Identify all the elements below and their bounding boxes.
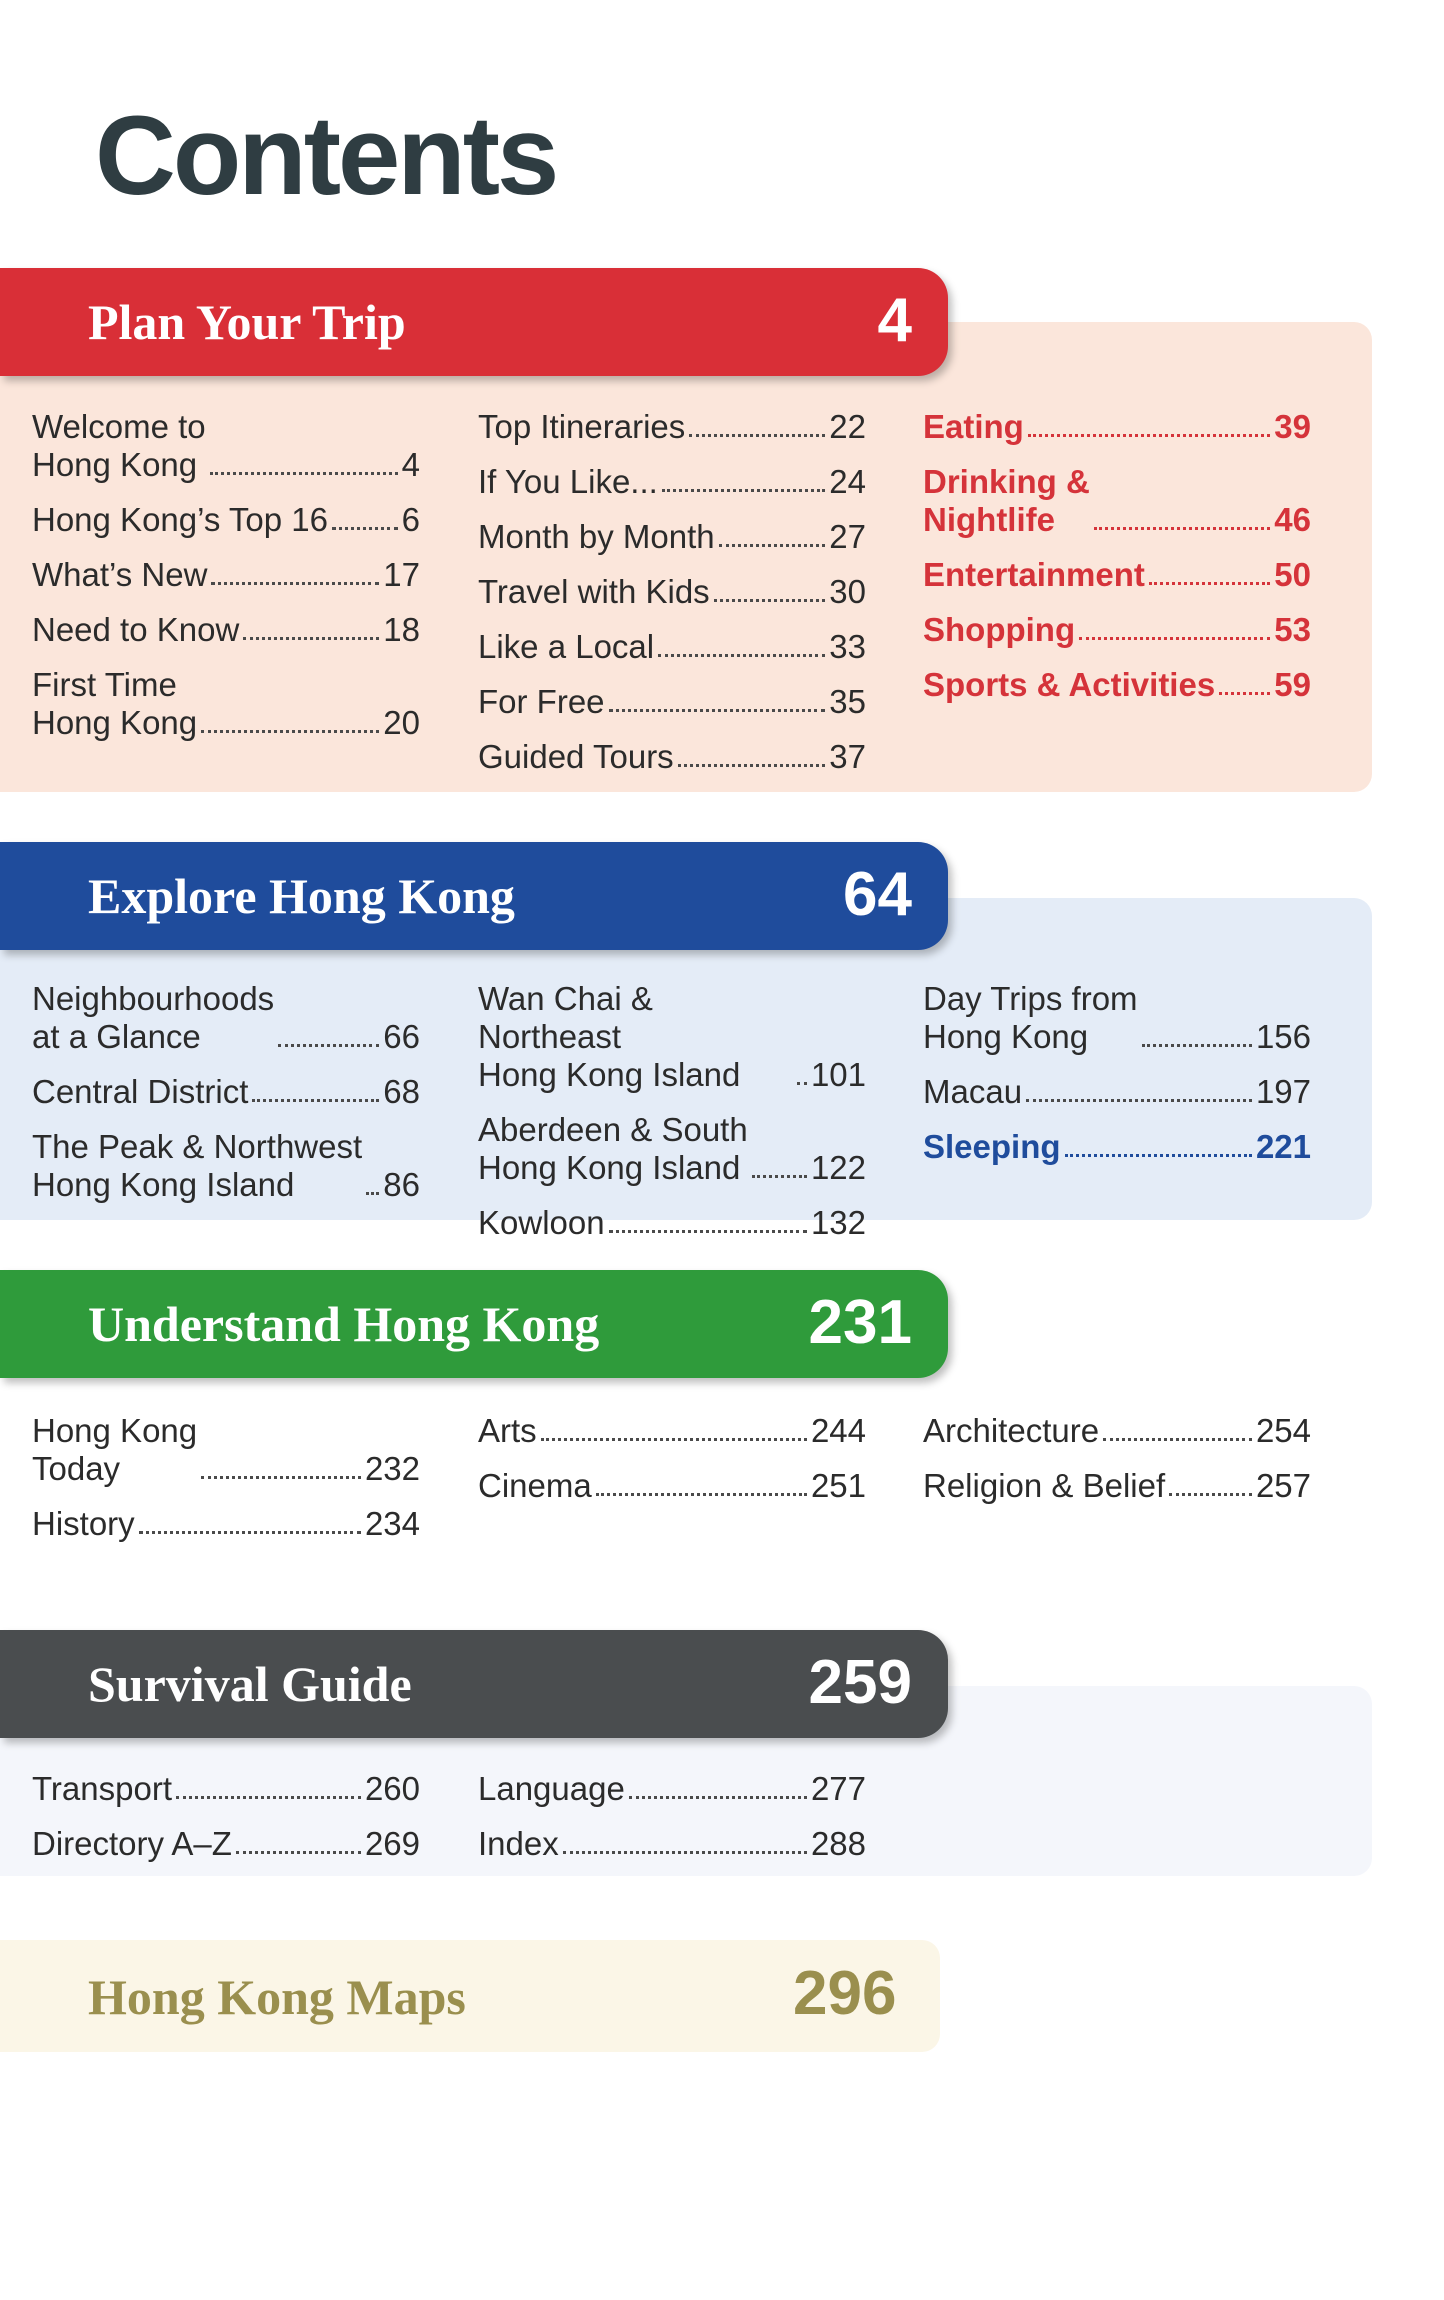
toc-entry-label: Index xyxy=(478,1825,559,1862)
toc-entry-page: 50 xyxy=(1274,556,1311,593)
toc-entry[interactable] xyxy=(32,980,420,1056)
toc-entry[interactable] xyxy=(32,1770,420,1808)
toc-entry[interactable] xyxy=(923,556,1311,594)
toc-entry-label: Architecture xyxy=(923,1412,1100,1449)
toc-entry-label: Directory A–Z xyxy=(32,1825,232,1862)
toc-entry-page: 288 xyxy=(810,1825,866,1862)
toc-entry-page: 197 xyxy=(1255,1073,1311,1110)
toc-entry-label: If You Like... xyxy=(478,463,658,500)
toc-entry[interactable] xyxy=(478,463,866,501)
toc-entry[interactable] xyxy=(32,408,420,484)
dot-leader xyxy=(689,434,825,437)
toc-entry-page: 27 xyxy=(829,518,866,555)
section-title: Explore Hong Kong xyxy=(88,868,515,924)
explore-column-1 xyxy=(32,980,420,1221)
dot-leader xyxy=(596,1493,807,1496)
toc-entry[interactable] xyxy=(478,1204,866,1242)
toc-entry[interactable] xyxy=(478,683,866,721)
toc-entry[interactable] xyxy=(32,1412,420,1488)
toc-entry-label: Neighbourhoods at a Glance xyxy=(32,980,275,1055)
dot-leader xyxy=(1169,1493,1252,1496)
section-title: Understand Hong Kong xyxy=(88,1296,600,1352)
toc-entry-page: 101 xyxy=(810,1056,866,1093)
toc-entry-label: Transport xyxy=(32,1770,172,1807)
toc-entry[interactable] xyxy=(923,1467,1311,1505)
toc-entry-label: Like a Local xyxy=(478,628,655,665)
dot-leader xyxy=(1079,637,1270,640)
dot-leader xyxy=(541,1438,807,1441)
dot-leader xyxy=(658,654,825,657)
dot-leader xyxy=(609,709,826,712)
toc-entry-page: 30 xyxy=(829,573,866,610)
toc-entry-label: Eating xyxy=(923,408,1024,445)
toc-entry-page: 232 xyxy=(364,1450,420,1487)
toc-entry-label: Sleeping xyxy=(923,1128,1061,1165)
dot-leader xyxy=(236,1851,361,1854)
toc-entry[interactable] xyxy=(478,1825,866,1863)
toc-entry[interactable] xyxy=(923,1412,1311,1450)
toc-entry-label: What’s New xyxy=(32,556,208,593)
toc-entry-page: 46 xyxy=(1274,501,1311,538)
toc-entry-page: 39 xyxy=(1274,408,1311,445)
toc-entry[interactable] xyxy=(478,518,866,556)
dot-leader xyxy=(1219,692,1270,695)
dot-leader xyxy=(1103,1438,1252,1441)
dot-leader xyxy=(201,1476,361,1479)
toc-entry-page: 33 xyxy=(829,628,866,665)
dot-leader xyxy=(629,1796,807,1799)
dot-leader xyxy=(366,1192,379,1195)
toc-entry-label: For Free xyxy=(478,683,605,720)
toc-entry-page: 234 xyxy=(364,1505,420,1542)
toc-entry[interactable] xyxy=(478,1467,866,1505)
dot-leader xyxy=(797,1082,807,1085)
toc-entry-page: 4 xyxy=(401,446,420,483)
toc-entry-page: 6 xyxy=(401,501,420,538)
plan-column-1 xyxy=(32,408,420,759)
toc-entry-label: Shopping xyxy=(923,611,1076,648)
understand-column-1 xyxy=(32,1412,420,1560)
dot-leader xyxy=(714,599,826,602)
toc-entry-page: 22 xyxy=(829,408,866,445)
toc-entry-page: 35 xyxy=(829,683,866,720)
section-page-number: 259 xyxy=(808,1648,912,1718)
toc-entry[interactable] xyxy=(32,666,420,742)
toc-entry-label: Wan Chai & Northeast Hong Kong Island xyxy=(478,980,741,1093)
toc-entry-label: Welcome to Hong Kong xyxy=(32,408,206,483)
toc-entry-page: 244 xyxy=(810,1412,866,1449)
dot-leader xyxy=(1026,1099,1252,1102)
toc-entry-label: Entertainment xyxy=(923,556,1145,593)
maps-title[interactable]: Hong Kong Maps xyxy=(88,1969,466,2025)
toc-entry-page: 17 xyxy=(383,556,420,593)
dot-leader xyxy=(719,544,826,547)
toc-entry[interactable] xyxy=(478,738,866,776)
toc-entry[interactable] xyxy=(478,1412,866,1450)
toc-entry-page: 53 xyxy=(1274,611,1311,648)
toc-entry-page: 156 xyxy=(1255,1018,1311,1055)
survival-column-2 xyxy=(478,1770,866,1880)
toc-entry[interactable] xyxy=(32,556,420,594)
understand-hong-kong-header[interactable] xyxy=(0,1270,948,1378)
toc-entry-page: 277 xyxy=(810,1770,866,1807)
toc-entry-label: Day Trips from Hong Kong xyxy=(923,980,1138,1055)
toc-entry[interactable] xyxy=(923,1073,1311,1111)
understand-column-2 xyxy=(478,1412,866,1522)
toc-entry-page: 20 xyxy=(383,704,420,741)
toc-entry[interactable] xyxy=(32,1505,420,1543)
maps-page-number: 296 xyxy=(793,1959,897,2028)
toc-entry-label: The Peak & Northwest Hong Kong Island xyxy=(32,1128,363,1203)
section-title: Plan Your Trip xyxy=(88,294,406,350)
toc-entry[interactable] xyxy=(478,408,866,446)
toc-entry[interactable] xyxy=(478,1111,866,1187)
toc-entry-page: 37 xyxy=(829,738,866,775)
toc-entry[interactable] xyxy=(923,1128,1311,1166)
toc-entry-page: 132 xyxy=(810,1204,866,1241)
explore-column-3 xyxy=(923,980,1311,1183)
survival-column-1 xyxy=(32,1770,420,1880)
dot-leader xyxy=(252,1099,379,1102)
dot-leader xyxy=(278,1044,379,1047)
toc-entry-label: Macau xyxy=(923,1073,1023,1110)
toc-entry[interactable] xyxy=(478,1770,866,1808)
dot-leader xyxy=(243,637,379,640)
plan-column-3 xyxy=(923,408,1311,721)
dot-leader xyxy=(332,527,398,530)
toc-entry-label: First Time Hong Kong xyxy=(32,666,198,741)
dot-leader xyxy=(1094,527,1270,530)
dot-leader xyxy=(662,489,825,492)
dot-leader xyxy=(678,764,826,767)
toc-entry[interactable] xyxy=(923,463,1311,539)
toc-entry[interactable] xyxy=(478,980,866,1094)
toc-entry-page: 68 xyxy=(383,1073,420,1110)
toc-entry-page: 254 xyxy=(1255,1412,1311,1449)
toc-entry-label: Need to Know xyxy=(32,611,240,648)
toc-entry-label: Cinema xyxy=(478,1467,592,1504)
page-title: Contents xyxy=(95,93,557,218)
section-page-number: 4 xyxy=(877,286,912,356)
toc-entry-page: 251 xyxy=(810,1467,866,1504)
toc-entry-label: Drinking & Nightlife xyxy=(923,463,1090,538)
toc-entry[interactable] xyxy=(32,501,420,539)
dot-leader xyxy=(176,1796,361,1799)
section-title: Survival Guide xyxy=(88,1656,412,1712)
toc-entry[interactable] xyxy=(32,1825,420,1863)
toc-entry-page: 257 xyxy=(1255,1467,1311,1504)
explore-hong-kong-header[interactable] xyxy=(0,842,948,950)
dot-leader xyxy=(1142,1044,1252,1047)
dot-leader xyxy=(1065,1154,1252,1157)
toc-entry-page: 221 xyxy=(1255,1128,1311,1165)
toc-entry[interactable] xyxy=(478,628,866,666)
toc-entry[interactable] xyxy=(32,611,420,649)
toc-entry-label: Hong Kong’s Top 16 xyxy=(32,501,329,538)
dot-leader xyxy=(211,582,379,585)
toc-entry-label: History xyxy=(32,1505,135,1542)
toc-entry[interactable] xyxy=(32,1128,420,1204)
toc-entry-label: Sports & Activities xyxy=(923,666,1216,703)
toc-entry[interactable] xyxy=(923,666,1311,704)
toc-entry-label: Kowloon xyxy=(478,1204,605,1241)
toc-entry[interactable] xyxy=(478,573,866,611)
toc-entry-label: Guided Tours xyxy=(478,738,674,775)
explore-column-2 xyxy=(478,980,866,1259)
dot-leader xyxy=(139,1531,361,1534)
plan-your-trip-header[interactable] xyxy=(0,268,948,376)
toc-entry-page: 86 xyxy=(383,1166,420,1203)
toc-entry-label: Top Itineraries xyxy=(478,408,686,445)
toc-entry[interactable] xyxy=(32,1073,420,1111)
toc-entry[interactable] xyxy=(923,980,1311,1056)
dot-leader xyxy=(1028,434,1270,437)
dot-leader xyxy=(609,1230,807,1233)
dot-leader xyxy=(201,730,379,733)
toc-entry-label: Month by Month xyxy=(478,518,715,555)
plan-column-2 xyxy=(478,408,866,793)
toc-entry-label: Aberdeen & South Hong Kong Island xyxy=(478,1111,748,1186)
toc-entry-label: Travel with Kids xyxy=(478,573,710,610)
dot-leader xyxy=(210,472,398,475)
understand-column-3 xyxy=(923,1412,1311,1522)
toc-entry-page: 24 xyxy=(829,463,866,500)
survival-guide-header[interactable] xyxy=(0,1630,948,1738)
toc-entry-label: Central District xyxy=(32,1073,249,1110)
toc-entry[interactable] xyxy=(923,408,1311,446)
section-page-number: 64 xyxy=(843,860,912,930)
dot-leader xyxy=(1149,582,1270,585)
toc-entry-page: 59 xyxy=(1274,666,1311,703)
toc-entry-label: Hong Kong Today xyxy=(32,1412,198,1487)
toc-entry-label: Religion & Belief xyxy=(923,1467,1166,1504)
dot-leader xyxy=(563,1851,807,1854)
toc-entry-page: 122 xyxy=(810,1149,866,1186)
section-page-number: 231 xyxy=(808,1288,912,1358)
toc-entry-label: Language xyxy=(478,1770,625,1807)
toc-entry[interactable] xyxy=(923,611,1311,649)
toc-entry-label: Arts xyxy=(478,1412,537,1449)
toc-entry-page: 66 xyxy=(383,1018,420,1055)
toc-entry-page: 269 xyxy=(364,1825,420,1862)
toc-entry-page: 260 xyxy=(364,1770,420,1807)
toc-entry-page: 18 xyxy=(383,611,420,648)
dot-leader xyxy=(752,1175,807,1178)
